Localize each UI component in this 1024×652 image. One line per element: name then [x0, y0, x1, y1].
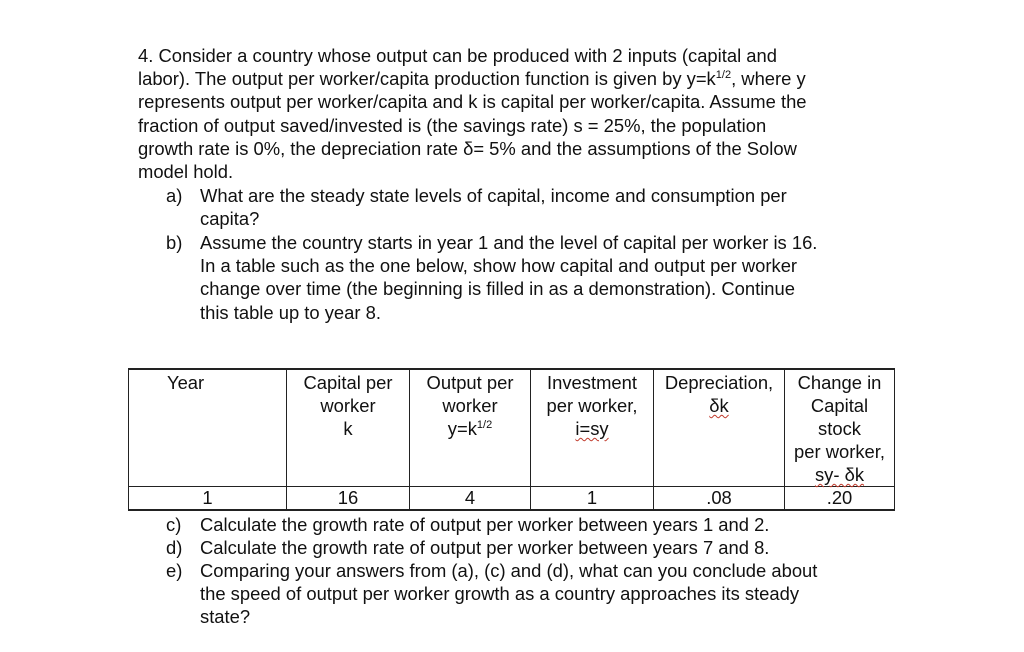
exponent: 1/2	[715, 69, 732, 82]
sub-question-label: b)	[166, 232, 183, 253]
cell-change: .20	[785, 487, 895, 511]
intro-line-3: represents output per worker/capita and k is capital per worker/capita. Assume the	[138, 91, 807, 113]
sub-question-label: d)	[166, 537, 183, 558]
cell-output: 4	[410, 487, 531, 511]
sub-e-line-2: the speed of output per worker growth as a country approaches its steady	[200, 583, 800, 605]
solow-table	[128, 368, 895, 511]
header-year: Year	[129, 369, 287, 487]
sub-e-line-1: Comparing your answers from (a), (c) and (d), what can you conclude about	[200, 560, 818, 581]
sub-b-line-1: Assume the country starts in year 1 and the level of capital per worker is 16.	[200, 232, 818, 253]
cell-year: 1	[129, 487, 287, 511]
table-row	[129, 487, 895, 511]
sub-question-label: c)	[166, 514, 182, 535]
sub-b-line-3: change over time (the beginning is filled in as a demonstration). Continue	[200, 278, 795, 300]
cell-investment: 1	[531, 487, 654, 511]
header-capital: Capital per worker k	[287, 369, 410, 487]
sub-e-line-3: state?	[200, 606, 251, 628]
intro-line-5: growth rate is 0%, the depreciation rate δ= 5% and the assumptions of the Solow	[138, 137, 797, 159]
cell-capital: 16	[287, 487, 410, 511]
sub-c-text: Calculate the growth rate of output per worker between years 1 and 2.	[200, 514, 770, 535]
sub-question-label: a)	[166, 185, 183, 206]
question-4-intro	[138, 44, 898, 183]
table-header-row	[129, 369, 895, 487]
intro-line-6: model hold.	[138, 161, 234, 183]
header-output: Output per worker $y=k^{1/2}$	[410, 369, 531, 487]
sub-b-line-2: In a table such as the one below, show how capital and output per worker	[200, 255, 798, 277]
sub-a-line-2: capita?	[200, 208, 260, 230]
sub-a-line-1: What are the steady state levels of capital, income and consumption per	[200, 185, 787, 206]
intro-line-2: labor). The output per worker/capita production function is given by $y=k^{1/2}$, where y	[138, 68, 806, 90]
sub-question-label: e)	[166, 560, 183, 581]
sub-d-text: Calculate the growth rate of output per worker between years 7 and 8.	[200, 537, 770, 558]
header-investment: Investment per worker, i=sy	[531, 369, 654, 487]
cell-depreciation: .08	[654, 487, 785, 511]
intro-line-4: fraction of output saved/invested is (the savings rate) s = 25%, the population	[138, 114, 767, 136]
header-depreciation: Depreciation, δk	[654, 369, 785, 487]
header-change: Change in Capital stock per worker, sy- δk	[785, 369, 895, 487]
sub-b-line-4: this table up to year 8.	[200, 301, 381, 323]
intro-line-1: 4. Consider a country whose output can be produced with 2 inputs (capital and	[138, 45, 777, 66]
